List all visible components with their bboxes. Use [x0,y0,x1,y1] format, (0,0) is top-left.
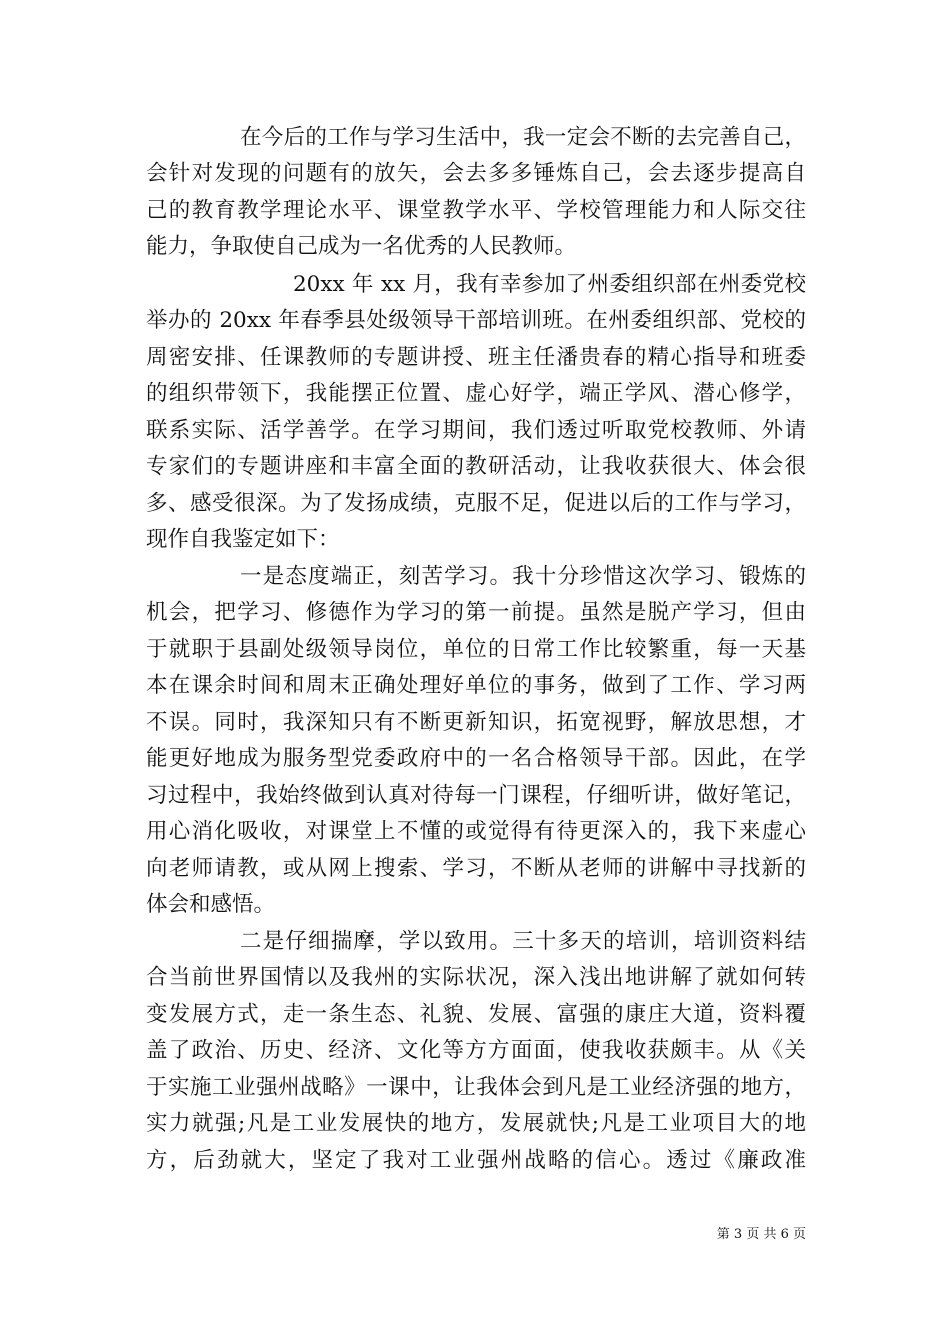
text-line: 方，后劲就大，坚定了我对工业强州战略的信心。透过《廉政准 [146,1148,806,1173]
text-line: 盖了政治、历史、经济、文化等方方面面，使我收获颇丰。从《关 [146,1038,806,1063]
text-line: 己的教育教学理论水平、课堂教学水平、学校管理能力和人际交往 [146,198,806,223]
text-line: 不误。同时，我深知只有不断更新知识，拓宽视野，解放思想，才 [146,710,806,735]
text-line: 举办的 20xx 年春季县处级领导干部培训班。在州委组织部、党校的 [146,308,806,333]
text-line: 体会和感悟。 [146,892,276,917]
text-line: 变发展方式，走一条生态、礼貌、发展、富强的康庄大道，资料覆 [146,1002,806,1027]
text-line: 用心消化吸收，对课堂上不懂的或觉得有待更深入的，我下来虚心 [146,819,806,844]
text-line: 会针对发现的问题有的放矢，会去多多锤炼自己，会去逐步提高自 [146,161,806,186]
text-line: 多、感受很深。为了发扬成绩，克服不足，促进以后的工作与学习， [146,491,806,516]
text-line: 周密安排、任课教师的专题讲授、班主任潘贵春的精心指导和班委 [146,345,806,370]
text-line: 向老师请教，或从网上搜索、学习，不断从老师的讲解中寻找新的 [146,856,806,881]
text-line: 联系实际、活学善学。在学习期间，我们透过听取党校教师、外请 [146,418,806,443]
text-line: 合当前世界国情以及我州的实际状况，深入浅出地讲解了就如何转 [146,965,806,990]
text-line: 能更好地成为服务型党委政府中的一名合格领导干部。因此，在学 [146,746,806,771]
text-line: 一是态度端正，刻苦学习。我十分珍惜这次学习、锻炼的 [240,564,806,589]
text-line: 机会，把学习、修德作为学习的第一前提。虽然是脱产学习，但由 [146,600,806,625]
text-line: 能力，争取使自己成为一名优秀的人民教师。 [146,234,577,259]
text-line: 20xx 年 xx 月，我有幸参加了州委组织部在州委党校 [293,272,806,297]
text-line: 专家们的专题讲座和丰富全面的教研活动，让我收获很大、体会很 [146,454,806,479]
text-line: 实力就强;凡是工业发展快的地方，发展就快;凡是工业项目大的地 [146,1111,806,1136]
text-line: 习过程中，我始终做到认真对待每一门课程，仔细听讲，做好笔记， [146,783,806,808]
text-line: 于就职于县副处级领导岗位，单位的日常工作比较繁重，每一天基 [146,637,806,662]
text-line: 于实施工业强州战略》一课中，让我体会到凡是工业经济强的地方， [146,1075,806,1100]
page-number-footer: 第 3 页 共 6 页 [716,1227,806,1242]
text-line: 二是仔细揣摩，学以致用。三十多天的培训，培训资料结 [240,929,806,954]
text-line: 在今后的工作与学习生活中，我一定会不断的去完善自己， [240,125,806,150]
text-line: 现作自我鉴定如下： [146,527,340,552]
text-line: 的组织带领下，我能摆正位置、虚心好学，端正学风、潜心修学， [146,381,806,406]
text-line: 本在课余时间和周末正确处理好单位的事务，做到了工作、学习两 [146,673,806,698]
